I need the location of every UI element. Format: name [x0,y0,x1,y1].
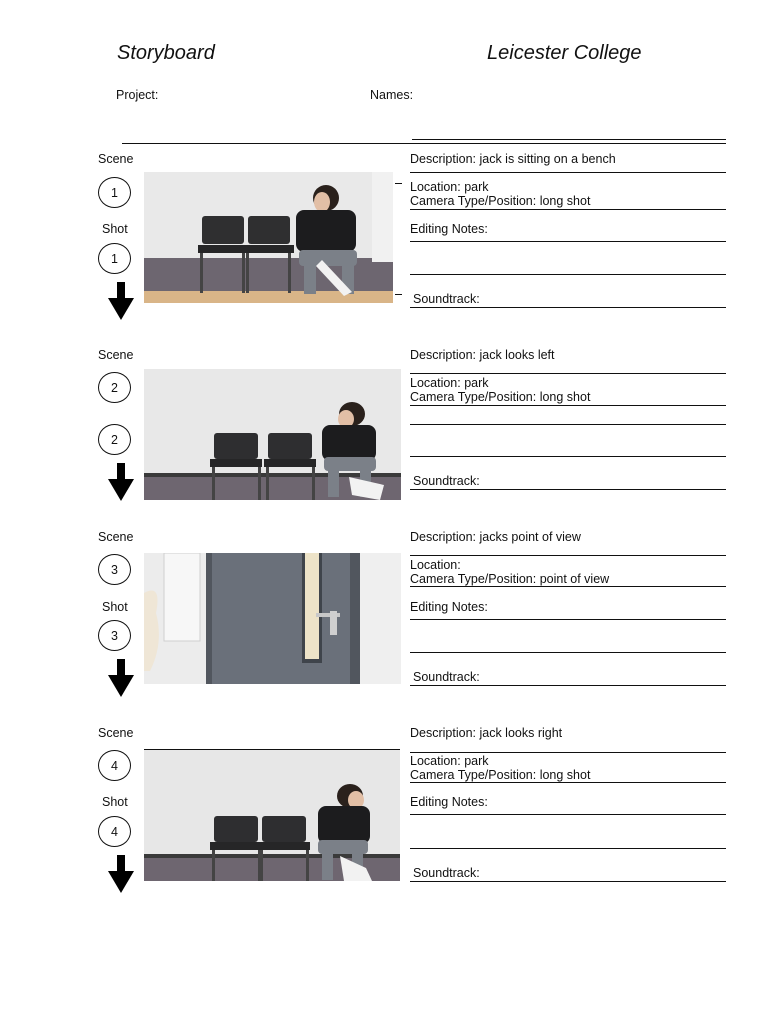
shot-number-circle: 4 [98,816,131,847]
rule [410,814,726,815]
shot-photo-jack-sitting [144,172,393,303]
rule [410,274,726,275]
shot-photo-jack-looks-left [144,369,401,500]
shot-label: Shot [102,222,128,236]
rule [410,172,726,173]
shot-photo-door-point-of-view [144,553,401,684]
soundtrack-field: Soundtrack: [413,474,480,488]
camera-field: Camera Type/Position: long shot [410,194,591,208]
editing-notes-field: Editing Notes: [410,222,488,236]
location-field: Location: [410,558,461,572]
down-arrow-icon [108,855,134,893]
editing-notes-field: Editing Notes: [410,795,488,809]
college-name: Leicester College [487,42,642,64]
soundtrack-field: Soundtrack: [413,670,480,684]
rule [410,619,726,620]
rule [410,652,726,653]
rule [410,373,726,374]
rule [410,307,726,308]
scene-number-circle: 1 [98,177,131,208]
rule [410,405,726,406]
editing-notes-field: Editing Notes: [410,600,488,614]
down-arrow-icon [108,659,134,697]
location-field: Location: park [410,376,489,390]
soundtrack-field: Soundtrack: [413,292,480,306]
location-field: Location: park [410,754,489,768]
rule [410,424,726,425]
scene-number-circle: 4 [98,750,131,781]
shot-label: Shot [102,795,128,809]
down-arrow-icon [108,282,134,320]
description-field: Description: jack looks left [410,348,555,362]
scene-label: Scene [98,726,134,740]
shot-number-circle: 3 [98,620,131,651]
rule [410,848,726,849]
shot-label: Shot [102,600,128,614]
photo-tick-top [395,183,402,184]
description-field: Description: jacks point of view [410,530,581,544]
rule [410,586,726,587]
description-field: Description: jack is sitting on a bench [410,152,616,166]
project-label: Project: [116,88,159,102]
camera-field: Camera Type/Position: long shot [410,768,591,782]
shot-photo-jack-looks-right [144,749,400,881]
soundtrack-field: Soundtrack: [413,866,480,880]
rule [410,489,726,490]
shot-number-circle: 1 [98,243,131,274]
rule [410,685,726,686]
camera-field: Camera Type/Position: point of view [410,572,610,586]
description-field: Description: jack looks right [410,726,563,740]
camera-field: Camera Type/Position: long shot [410,390,591,404]
scene-number-circle: 3 [98,554,131,585]
rule [410,555,726,556]
down-arrow-icon [108,463,134,501]
rule [410,782,726,783]
page-title: Storyboard [117,42,215,64]
rule [410,881,726,882]
scene-label: Scene [98,152,134,166]
project-line [122,143,726,144]
scene-number-circle: 2 [98,372,131,403]
names-label: Names: [370,88,414,102]
location-field: Location: park [410,180,489,194]
rule [410,241,726,242]
scene-label: Scene [98,530,134,544]
shot-number-circle: 2 [98,424,131,455]
rule [410,209,726,210]
names-line [412,139,726,140]
scene-label: Scene [98,348,134,362]
rule [410,752,726,753]
rule [410,456,726,457]
photo-tick-bottom [395,294,402,295]
